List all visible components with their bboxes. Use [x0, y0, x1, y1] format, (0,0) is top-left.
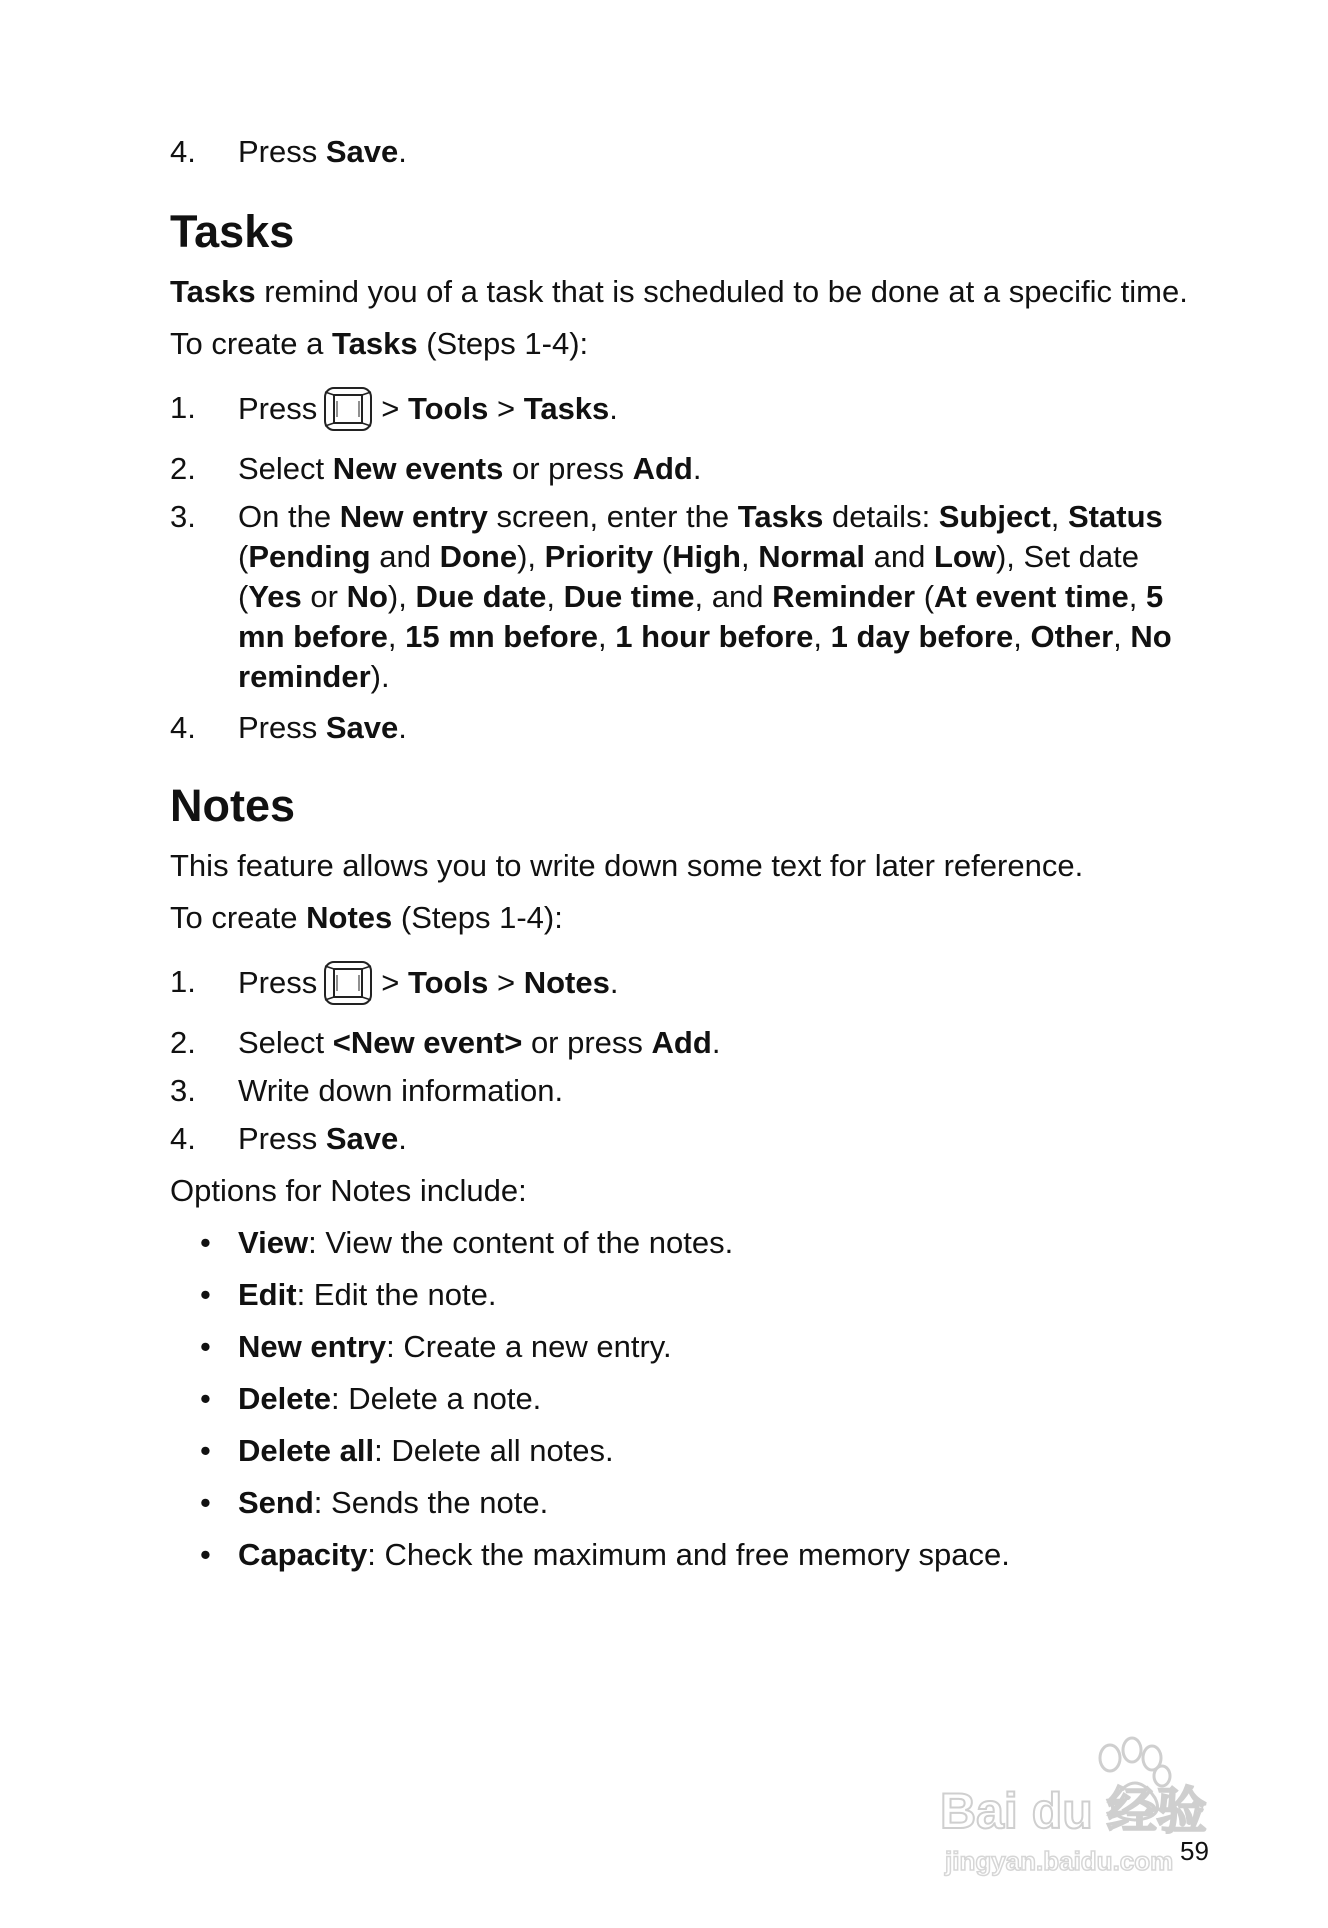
step-number: 1.: [170, 964, 196, 999]
step-number: 3.: [170, 499, 196, 534]
notes-step-2: Select <New event> or press Add.: [238, 1025, 721, 1060]
step-number: 2.: [170, 451, 196, 486]
notes-step-3: Write down information.: [238, 1073, 564, 1108]
page-number: 59: [1180, 1836, 1209, 1866]
tasks-step-2: Select New events or press Add.: [238, 451, 702, 486]
notes-heading: Notes: [170, 780, 296, 831]
option-item: Delete: Delete a note.: [238, 1381, 542, 1416]
option-item: New entry: Create a new entry.: [238, 1329, 672, 1364]
bullet-icon: •: [200, 1537, 211, 1572]
notes-intro: This feature allows you to write down some text for later reference.: [170, 848, 1084, 883]
option-item: Edit: Edit the note.: [238, 1277, 497, 1312]
tasks-heading: Tasks: [170, 206, 295, 257]
step-number: 4.: [170, 1121, 196, 1156]
bullet-icon: •: [200, 1277, 211, 1312]
svg-text:Bai du 经验: Bai du 经验: [940, 1783, 1207, 1839]
tasks-intro: Tasks remind you of a task that is scheduled to be done at a specific time.: [170, 274, 1188, 309]
step-number: 2.: [170, 1025, 196, 1060]
notes-step-4: Press Save.: [238, 1121, 407, 1156]
tasks-step-1: Press > Tools > Tasks.: [238, 388, 618, 434]
notes-create-line: To create Notes (Steps 1-4):: [170, 900, 563, 935]
option-item: Delete all: Delete all notes.: [238, 1433, 614, 1468]
step-number: 1.: [170, 390, 196, 425]
step-number: 3.: [170, 1073, 196, 1108]
menu-key-icon: [323, 960, 373, 1006]
bullet-icon: •: [200, 1433, 211, 1468]
tasks-step-3: On the New entry screen, enter the Tasks details: Subject, Status (Pending and Done), Priority (High, Normal and Low), Set date (Yes or No), Due date, Due time, and Reminder (At event time, 5 mn before, 15 mn before, 1 hour before, 1 day before, Other, No reminder).: [238, 499, 1172, 694]
bullet-icon: •: [200, 1225, 211, 1260]
svg-text:jingyan.baidu.com: jingyan.baidu.com: [945, 1846, 1174, 1876]
bullet-icon: •: [200, 1381, 211, 1416]
step-number: 4.: [170, 134, 196, 169]
option-item: View: View the content of the notes.: [238, 1225, 734, 1260]
baidu-watermark-logo: [940, 1728, 1260, 1878]
tasks-create-line: To create a Tasks (Steps 1-4):: [170, 326, 589, 361]
tasks-step-4: Press Save.: [238, 710, 407, 745]
step-number: 4.: [170, 710, 196, 745]
options-intro: Options for Notes include:: [170, 1173, 527, 1208]
step-text: Press Save.: [238, 134, 407, 169]
option-item: Send: Sends the note.: [238, 1485, 549, 1520]
bullet-icon: •: [200, 1485, 211, 1520]
bullet-icon: •: [200, 1329, 211, 1364]
menu-key-icon: [323, 386, 373, 432]
notes-step-1: Press > Tools > Notes.: [238, 962, 618, 1008]
option-item: Capacity: Check the maximum and free memory space.: [238, 1537, 1010, 1572]
